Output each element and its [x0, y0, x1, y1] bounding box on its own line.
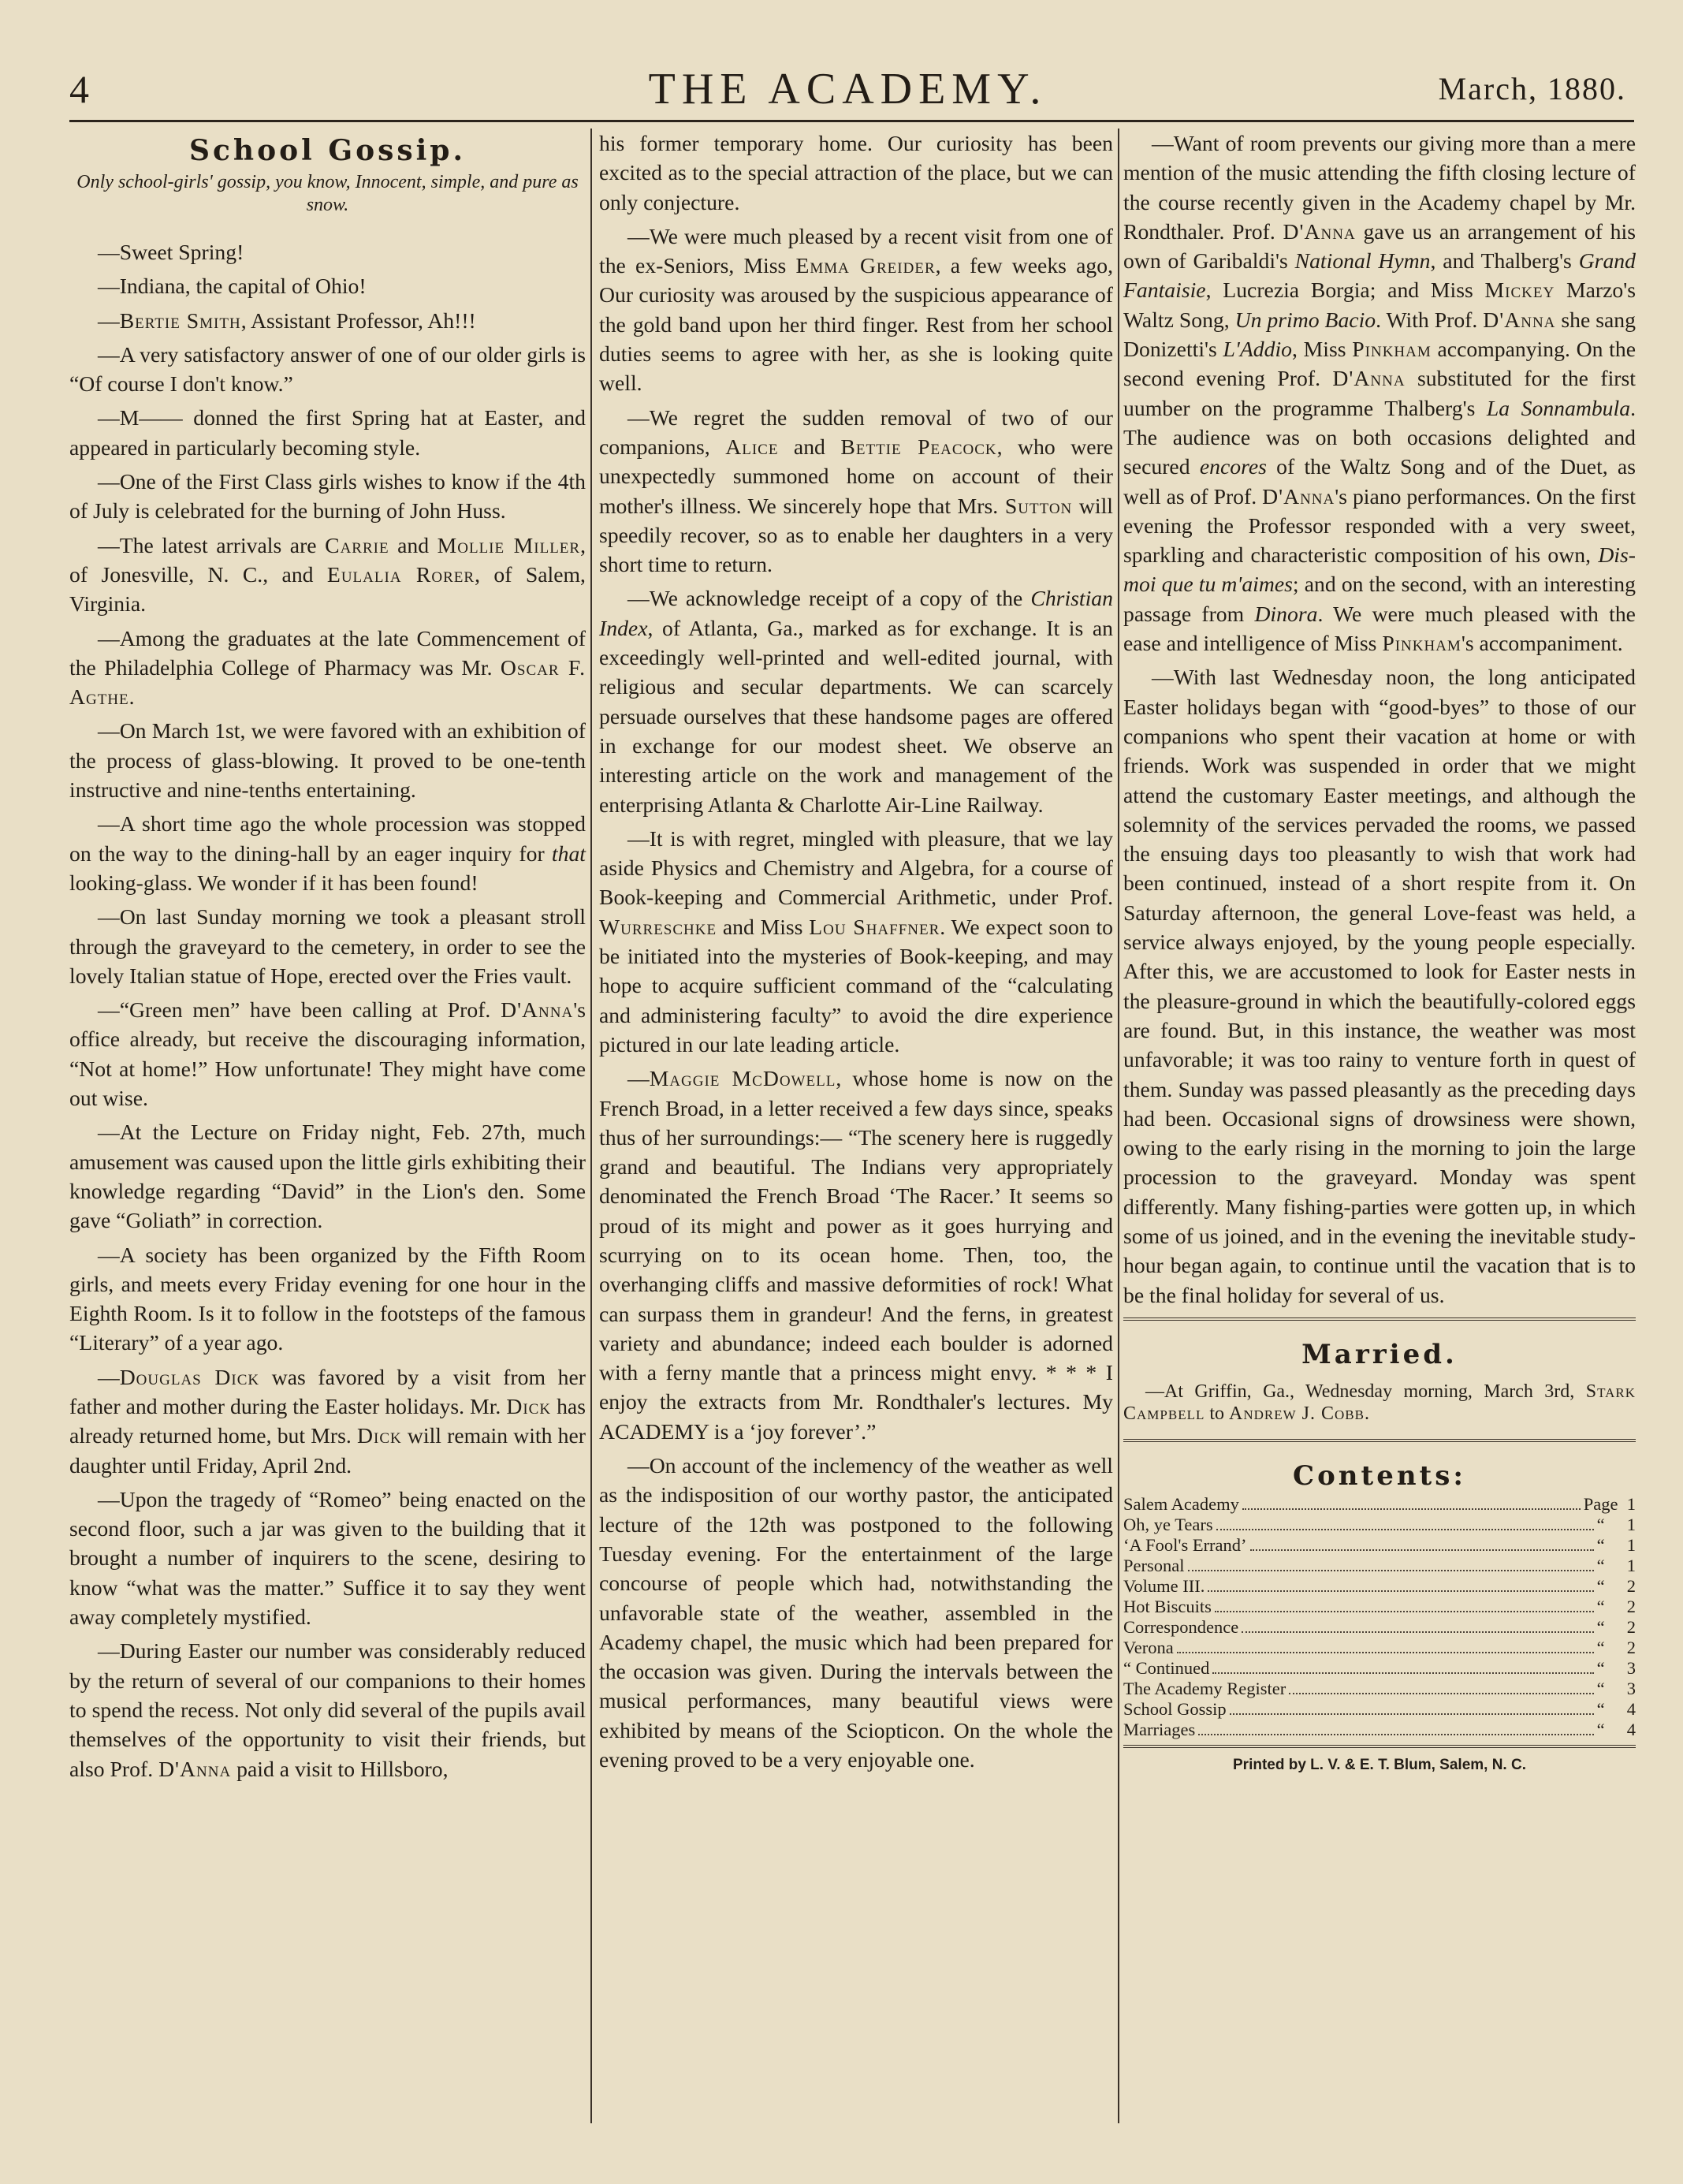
contents-item — [1123, 1494, 1636, 1515]
contents-leader-dots — [1242, 1631, 1593, 1633]
column-rule-1 — [590, 129, 592, 2123]
contents-item-title: Verona — [1123, 1637, 1174, 1657]
gossip-item: —Sweet Spring! — [98, 240, 244, 264]
contents-item-page: “ 2 — [1596, 1616, 1636, 1637]
section-rule — [1123, 1317, 1636, 1321]
contents-item — [1123, 1535, 1636, 1556]
gossip-item: —At the Lecture on Friday night, Feb. 27th, much amusement was caused upon the little girls exhibiting their knowledge regarding “David” in the Lion's den. Some gave “Goliath” in correction. — [69, 1120, 586, 1233]
gossip-item: —Douglas Dick was favored by a visit from her father and mother during the Easter holidays. Mr. Dick has already returned home, but Mrs. Dick will remain with her daughter until Friday, April 2nd. — [69, 1364, 586, 1478]
printer-credit: Printed by L. V. & E. T. Blum, Salem, N. C. — [1233, 1756, 1526, 1773]
column-2 — [599, 129, 1113, 1779]
married-heading: Married. — [1301, 1338, 1458, 1370]
school-gossip-subtitle: Only school-girls' gossip, you know, Innocent, simple, and pure as snow. — [76, 172, 579, 215]
gossip-item: his former temporary home. Our curiosity has been excited as to the special attraction of the place, but we can only conjecture. — [599, 131, 1113, 214]
issue-date: March, 1880. — [1438, 71, 1626, 106]
gossip-item: —We acknowledge receipt of a copy of the Christian Index, of Atlanta, Ga., marked as for exchange. It is an exceedingly well-printed and well-edited journal, with religious and secular departments. We can scarcely persuade ourselves that these handsome pages are offered in exchange for our modest sheet. We observe an interesting article on the work and management of the enterprising Atlanta & Charlotte Air-Line Railway. — [599, 586, 1113, 817]
newspaper-title: THE ACADEMY. — [648, 65, 1048, 114]
gossip-item: —“Green men” have been calling at Prof. D'Anna's office already, but receive the discouraging information, “Not at home!” How unfortunate! They might have come out wise. — [69, 997, 586, 1111]
masthead — [69, 61, 1626, 117]
contents-item-page: “ 3 — [1596, 1678, 1636, 1698]
gossip-item: —Upon the tragedy of “Romeo” being enacted on the second floor, such a jar was given to the building that it brought a number of inquirers to the scene, desiring to know “what was the matter.” Suffice it to say they went away completely mystified. — [69, 1486, 586, 1630]
gossip-item: —With last Wednesday noon, the long anticipated Easter holidays began with “good-byes” to those of our companions who spent their vacation at home or with friends. Work was suspended in order that we might attend the customary Easter meetings, and although the solemnity of the services pervaded the rooms, we passed the ensuing days too pleasantly to wish that work had been continued, instead of a short respite from it. On Saturday afternoon, the general Love-feast was held, a service always enjoyed, by the young people especially. After this, we are accustomed to look for Easter nests in the pleasure-ground in which the beautifully-colored eggs are found. But, in this instance, the weather was most unfavorable; it was too rainy to venture forth in quest of them. Sunday was passed pleasantly as the preceding days had been. Occasional signs of drowsiness were shown, owing to the early rising in the morning to join the large procession to the graveyard. Monday was spent differently. Many fishing-parties were gotten up, in which some of us joined, and in the evening the inevitable study-hour began again, to continue until the vacation that is to be the final holiday for several of us. — [1123, 665, 1636, 1307]
gossip-item: —Indiana, the capital of Ohio! — [98, 274, 367, 299]
school-gossip-heading: School Gossip. — [189, 134, 466, 167]
contents-heading: Contents: — [1293, 1459, 1466, 1492]
gossip-item: —Among the graduates at the late Commencement of the Philadelphia College of Pharmacy was Mr. Oscar F. Agthe. — [69, 625, 586, 710]
contents-leader-dots — [1198, 1734, 1593, 1735]
contents-item — [1123, 1556, 1636, 1576]
contents-item-title: Salem Academy — [1123, 1493, 1239, 1514]
contents-item-title: Hot Biscuits — [1123, 1596, 1212, 1616]
gossip-item: —We were much pleased by a recent visit from one of the ex-Seniors, Miss Emma Greider, a few weeks ago, Our curiosity was aroused by the suspicious appearance of the gold band upon her third finger. Rest from her school duties seems to agree with her, as she is looking quite well. — [599, 223, 1113, 396]
gossip-item: —Want of room prevents our giving more than a mere mention of the music attending the fifth closing lecture of the course recently given in the Academy chapel by Mr. Rondthaler. Prof. D'Anna gave us an arrangement of his own of Garibaldi's National Hymn, and Thalberg's Grand Fantaisie, Lucrezia Borgia; and Miss Mickey Marzo's Waltz Song, Un primo Bacio. With Prof. D'Anna she sang Donizetti's L'Addio, Miss Pinkham accompanying. On the second evening Prof. D'Anna substituted for the first uumber on the programme Thalberg's La Sonnambula. The audience was on both occasions delighted and secured encores of the Waltz Song and of the Duet, as well as of Prof. D'Anna's piano performances. On the first evening the Professor responded with a very sweet, sparkling and characteristic composition of his own, Dis-moi que tu m'aimes; and on the second, with an interesting passage from Dinora. We were much pleased with the ease and intelligence of Miss Pinkham's accompaniment. — [1123, 131, 1636, 656]
section-rule — [1123, 1439, 1636, 1442]
gossip-item: —On last Sunday morning we took a pleasant stroll through the graveyard to the cemetery, in order to see the lovely Italian statue of Hope, erected over the Fries vault. — [69, 904, 586, 988]
contents-leader-dots — [1208, 1590, 1593, 1592]
contents-item — [1123, 1515, 1636, 1535]
contents-item-title: Marriages — [1123, 1719, 1196, 1739]
contents-item-page: “ 4 — [1596, 1698, 1636, 1719]
column-3 — [1123, 129, 1636, 1776]
contents-item-title: School Gossip — [1123, 1698, 1227, 1719]
contents-list — [1123, 1494, 1636, 1740]
contents-item — [1123, 1576, 1636, 1597]
contents-leader-dots — [1242, 1508, 1581, 1510]
contents-item — [1123, 1617, 1636, 1638]
contents-item-page: “ 3 — [1596, 1657, 1636, 1678]
contents-item — [1123, 1658, 1636, 1679]
contents-item-page: “ 2 — [1596, 1596, 1636, 1616]
contents-item — [1123, 1720, 1636, 1740]
gossip-item: —On account of the inclemency of the weather as well as the indisposition of our worthy pastor, the anticipated lecture of the 12th was postponed to the following Tuesday evening. For the entertainment of the large concourse of people which had, notwithstanding the unfavorable state of the weather, assembled in the Academy chapel, the music which had been prepared for the occasion was given. During the intervals between the musical performances, many beautiful views were exhibited by means of the Sciopticon. On the whole the evening proved to be a very enjoyable one. — [599, 1453, 1113, 1772]
contents-leader-dots — [1250, 1549, 1594, 1551]
gossip-item: —A very satisfactory answer of one of our older girls is “Of course I don't know.” — [69, 341, 586, 397]
header-rule — [69, 120, 1634, 122]
contents-leader-dots — [1230, 1713, 1594, 1715]
section-rule — [1123, 1745, 1636, 1748]
contents-item-title: Oh, ye Tears — [1123, 1514, 1213, 1534]
gossip-item: —On March 1st, we were favored with an exhibition of the process of glass-blowing. It proved to be one-tenth instructive and nine-tenths entertaining. — [69, 718, 586, 803]
contents-item-page: “ 4 — [1596, 1719, 1636, 1739]
contents-item — [1123, 1597, 1636, 1617]
contents-item — [1123, 1638, 1636, 1658]
contents-leader-dots — [1289, 1693, 1593, 1694]
contents-item — [1123, 1679, 1636, 1699]
gossip-item: —M—— donned the first Spring hat at Easter, and appeared in particularly becoming style. — [69, 405, 586, 460]
contents-item-title: ‘A Fool's Errand’ — [1123, 1534, 1247, 1555]
gossip-item: —A short time ago the whole procession was stopped on the way to the dining-hall by an eager inquiry for that looking-glass. We wonder if it has been found! — [69, 811, 586, 895]
column-rule-2 — [1118, 129, 1119, 2123]
contents-item-page: Page 1 — [1583, 1493, 1636, 1514]
contents-item-page: “ 1 — [1596, 1534, 1636, 1555]
contents-leader-dots — [1177, 1652, 1594, 1653]
gossip-item: —Maggie McDowell, whose home is now on the French Broad, in a letter received a few days since, speaks thus of her surroundings:— “The scenery here is ruggedly grand and beautiful. The Indians very appropriately denominated the French Broad ‘The Racer.’ It seems so proud of its might and power as it goes hurrying and scurrying on to its ocean home. Then, too, the overhanging cliffs and massive deformities of rock! What can surpass them in grandeur! And the ferns, in greatest variety and abundance; indeed each boulder is adorned with a ferny mantle that a princess might envy. * * * I enjoy the extracts from Mr. Rondthaler's lectures. My ACADEMY is a ‘joy forever’.” — [599, 1066, 1113, 1444]
contents-item-title: Personal — [1123, 1555, 1185, 1575]
page-number: 4 — [69, 67, 89, 111]
gossip-item: —It is with regret, mingled with pleasure, that we lay aside Physics and Chemistry and Algebra, for a course of Book-keeping and Commercial Arithmetic, under Prof. Wurreschke and Miss Lou Shaffner. We expect soon to be initiated into the mysteries of Book-keeping, and may hope to acquire sufficient command of the “calculating and administering faculty” to avoid the dire experience pictured in our late leading article. — [599, 826, 1113, 1057]
contents-leader-dots — [1188, 1570, 1594, 1571]
contents-leader-dots — [1216, 1529, 1594, 1530]
married-notice: —At Griffin, Ga., Wednesday morning, March 3rd, Stark Campbell to Andrew J. Cobb. — [1123, 1381, 1636, 1424]
column-1 — [69, 129, 586, 1788]
contents-leader-dots — [1215, 1611, 1594, 1612]
contents-item-title: “ Continued — [1123, 1657, 1210, 1678]
contents-item-page: “ 2 — [1596, 1637, 1636, 1657]
gossip-item: —The latest arrivals are Carrie and Mollie Miller, of Jonesville, N. C., and Eulalia Rorer, of Salem, Virginia. — [69, 532, 586, 617]
contents-item-page: “ 1 — [1596, 1514, 1636, 1534]
contents-item-title: Volume III. — [1123, 1575, 1205, 1596]
gossip-item: —A society has been organized by the Fifth Room girls, and meets every Friday evening for one hour in the Eighth Room. Is it to follow in the footsteps of the famous “Literary” of a year ago. — [69, 1242, 586, 1355]
contents-item — [1123, 1699, 1636, 1720]
contents-item-page: “ 2 — [1596, 1575, 1636, 1596]
contents-item-title: The Academy Register — [1123, 1678, 1286, 1698]
gossip-item: —During Easter our number was considerably reduced by the return of several of our companions to their homes to spend the recess. Not only did several of the pupils avail themselves of the opportunity to visit their friends, but also Prof. D'Anna paid a visit to Hillsboro, — [69, 1638, 586, 1781]
contents-leader-dots — [1212, 1672, 1593, 1674]
gossip-item: —We regret the sudden removal of two of our companions, Alice and Bettie Peacock, who were unexpectedly summoned home on account of their mother's illness. We sincerely hope that Mrs. Sutton will speedily recover, so as to enable her daughters in a very short time to return. — [599, 404, 1113, 577]
contents-item-title: Correspondence — [1123, 1616, 1239, 1637]
gossip-item: —Bertie Smith, Assistant Professor, Ah!!! — [98, 307, 476, 333]
gossip-item: —One of the First Class girls wishes to know if the 4th of July is celebrated for the burning of John Huss. — [69, 469, 586, 524]
contents-item-page: “ 1 — [1596, 1555, 1636, 1575]
